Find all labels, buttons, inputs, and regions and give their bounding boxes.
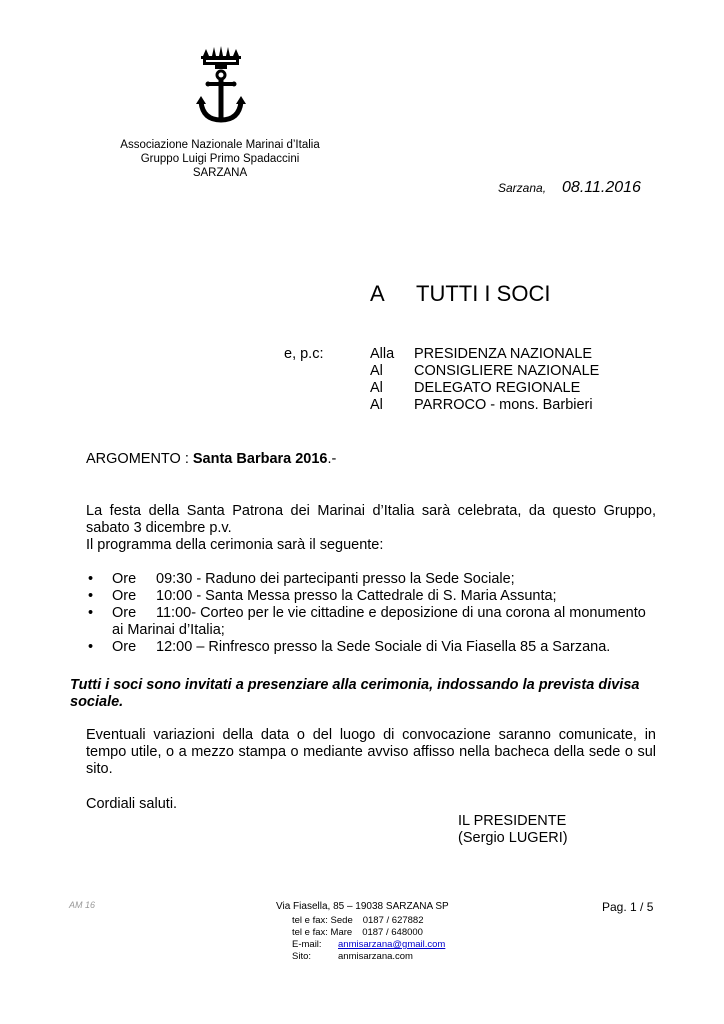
recipient-row [370,363,599,380]
program-item [86,639,666,656]
subject-suffix: .- [327,451,337,467]
date-place: Sarzana, [498,181,547,195]
program-item [86,605,666,639]
email-link[interactable]: anmisarzana@gmail.com [338,939,446,950]
org-city: SARZANA [192,167,248,179]
program-ore: Ore [112,588,137,604]
organization-header [100,138,340,180]
intro-line: sabato 3 dicembre p.v. [86,520,232,536]
recipient-name: DELEGATO REGIONALE [414,380,581,396]
contact-row [292,927,445,939]
recipient-row [370,380,599,397]
website-link[interactable]: anmisarzana.com [338,951,413,962]
variations-paragraph: Eventuali variazioni della data o del luogo di convocazione saranno comunicate, in tempo utile, o a mezzo stampa o mediante avviso affisso nella bacheca della sede o sul sito. [86,727,656,777]
date-line [498,179,641,197]
addressee-name: TUTTI I SOCI [416,281,551,306]
contact-label: tel e fax: Sede [292,915,353,926]
subject-line [86,451,336,467]
bullet-icon: • [88,639,94,655]
recipient-row [370,346,599,363]
footer-contacts [292,915,445,963]
cc-label: e, p.c: [284,346,324,362]
bullet-icon: • [88,588,94,604]
program-list [86,571,666,656]
recipient-prep: Alla [370,346,395,362]
recipient-prep: Al [370,363,383,379]
contact-row [292,915,445,927]
subject-value: Santa Barbara 2016 [192,451,328,467]
main-addressee [370,281,550,307]
bullet-icon: • [88,605,94,621]
contact-row [292,939,445,951]
anmi-anchor-logo [193,46,249,126]
contact-label: E-mail: [292,939,322,950]
recipient-name: CONSIGLIERE NAZIONALE [414,363,600,379]
recipient-prep: Al [370,380,383,396]
contact-label: tel e fax: Mare [292,927,353,938]
intro-paragraph [86,503,656,554]
signature-block [458,813,568,847]
contact-value: 0187 / 648000 [362,927,423,938]
recipient-row [370,397,599,414]
page-number: Pag. 1 / 5 [602,900,654,914]
addressee-prefix: A [370,281,385,306]
signature-name: (Sergio LUGERI) [458,830,568,846]
program-text: 11:00- Corteo per le vie cittadine e deposizione di una corona al monumento [156,605,646,621]
contact-value: 0187 / 627882 [362,915,424,926]
program-text: 10:00 - Santa Messa presso la Cattedrale di S. Maria Assunta; [156,588,557,604]
program-text-continuation: ai Marinai d’Italia; [112,622,225,638]
program-text: 09:30 - Raduno dei partecipanti presso la Sede Sociale; [156,571,515,587]
program-ore: Ore [112,605,137,621]
bullet-icon: • [88,571,94,587]
closing-greeting: Cordiali saluti. [86,796,178,812]
contact-label: Sito: [292,951,312,962]
program-text: 12:00 – Rinfresco presso la Sede Sociale di Via Fiasella 85 a Sarzana. [156,639,611,655]
recipient-prep: Al [370,397,383,413]
program-item [86,588,666,605]
invitation-notice: Tutti i soci sono invitati a presenziare alla cerimonia, indossando la prevista divisa sociale. [70,677,640,710]
org-name: Associazione Nazionale Marinai d’Italia [120,139,320,151]
footer-address: Via Fiasella, 85 – 19038 SARZANA SP [276,901,449,912]
program-ore: Ore [112,571,137,587]
subject-label: ARGOMENTO : [86,451,189,467]
intro-line: La festa della Santa Patrona dei Marinai d’Italia sarà celebrata, da questo Gruppo, [86,503,656,519]
cc-recipients [370,346,599,414]
signature-title: IL PRESIDENTE [458,813,567,829]
recipient-name: PRESIDENZA NAZIONALE [414,346,593,362]
recipient-name: PARROCO - mons. Barbieri [414,397,593,413]
program-ore: Ore [112,639,137,655]
org-group: Gruppo Luigi Primo Spadaccini [140,153,300,165]
document-code: AM 16 [69,900,96,910]
contact-row [292,951,445,963]
intro-line: Il programma della cerimonia sarà il seguente: [86,537,384,553]
date-value: 08.11.2016 [562,179,641,196]
program-item [86,571,666,588]
